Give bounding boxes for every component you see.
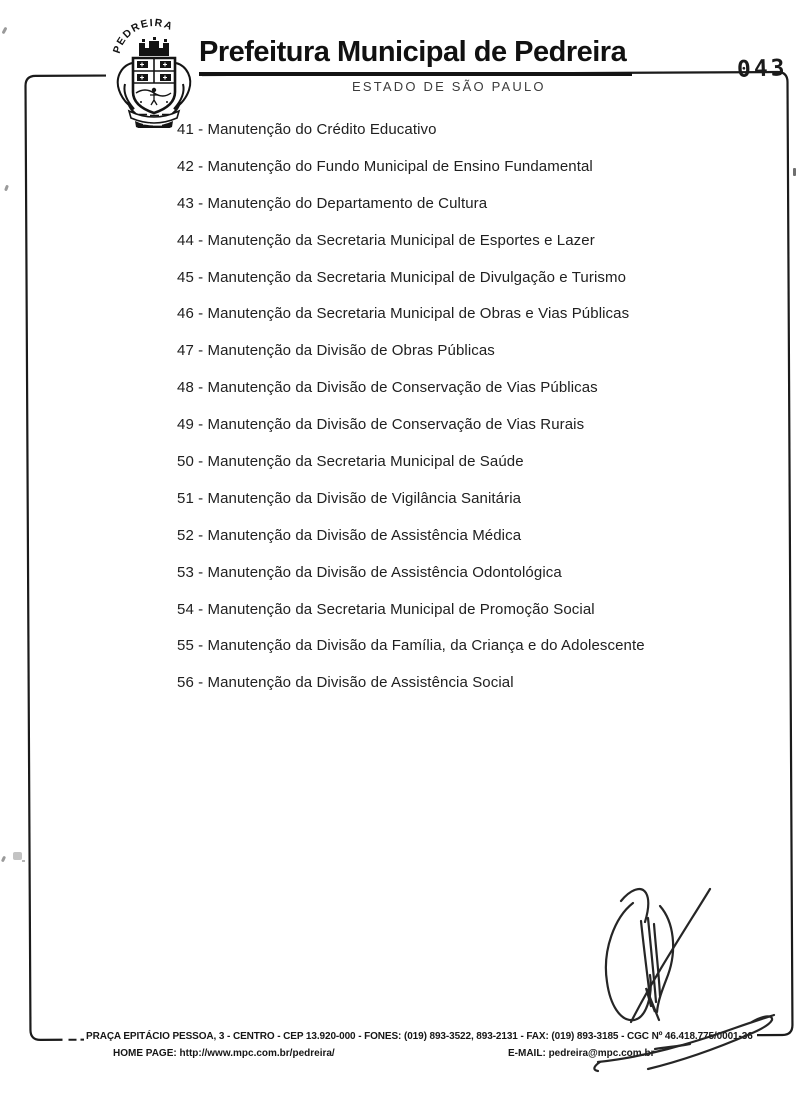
footer-address-line: PRAÇA EPITÁCIO PESSOA, 3 - CENTRO - CEP 13.920-000 - FONES: (019) 893-3522, 893-2131 - FAX: (019) 893-3185 - CGC Nº 46.418.775/0001-36 [84, 1029, 757, 1044]
scan-artifact [13, 852, 22, 860]
crown-icon [139, 41, 169, 56]
list-item: 49 - Manutenção da Divisão de Conservação de Vias Rurais [177, 416, 585, 434]
list-item: 41 - Manutenção do Crédito Educativo [177, 121, 437, 138]
page-number-stamp: 043 [736, 55, 788, 83]
list-item: 44 - Manutenção da Secretaria Municipal de Esportes e Lazer [177, 231, 595, 249]
homepage-label: HOME PAGE: [113, 1048, 177, 1059]
list-item: 47 - Manutenção da Divisão de Obras Públicas [177, 342, 495, 360]
list-item: 46 - Manutenção da Secretaria Municipal de Obras e Vias Públicas [177, 305, 630, 323]
list-item: 45 - Manutenção da Secretaria Municipal de Divulgação e Turismo [177, 268, 627, 286]
homepage-url: http://www.mpc.com.br/pedreira/ [179, 1048, 335, 1059]
list-item: 54 - Manutenção da Secretaria Municipal de Promoção Social [177, 600, 595, 618]
seal-arc-text: PEDREIRA [110, 18, 176, 55]
list-item: 56 - Manutenção da Divisão de Assistência Social [177, 674, 514, 692]
pedreira-coat-of-arms-logo [106, 18, 202, 128]
list-item: 42 - Manutenção do Fundo Municipal de Ensino Fundamental [177, 157, 593, 175]
letterhead-title: Prefeitura Municipal de Pedreira [199, 36, 632, 76]
list-item: 43 - Manutenção do Departamento de Cultura [177, 194, 488, 212]
footer-email [508, 1048, 654, 1059]
letterhead-subtitle: ESTADO DE SÃO PAULO [352, 79, 546, 94]
list-item: 51 - Manutenção da Divisão de Vigilância Sanitária [177, 489, 522, 507]
list-item: 53 - Manutenção da Divisão de Assistência Odontológica [177, 563, 562, 581]
list-item: 50 - Manutenção da Secretaria Municipal de Saúde [177, 453, 524, 471]
email-label: E-MAIL: [508, 1048, 546, 1059]
footer-contact-line [0, 1048, 800, 1066]
list-item: 55 - Manutenção da Divisão da Família, da Criança e do Adolescente [177, 637, 645, 655]
list-item: 48 - Manutenção da Divisão de Conservação de Vias Públicas [177, 379, 598, 397]
budget-items-list [177, 121, 645, 711]
list-item: 52 - Manutenção da Divisão de Assistência Médica [177, 526, 522, 544]
scan-artifact [793, 168, 796, 176]
footer-homepage [113, 1048, 335, 1059]
email-address: pedreira@mpc.com.br [548, 1048, 655, 1059]
